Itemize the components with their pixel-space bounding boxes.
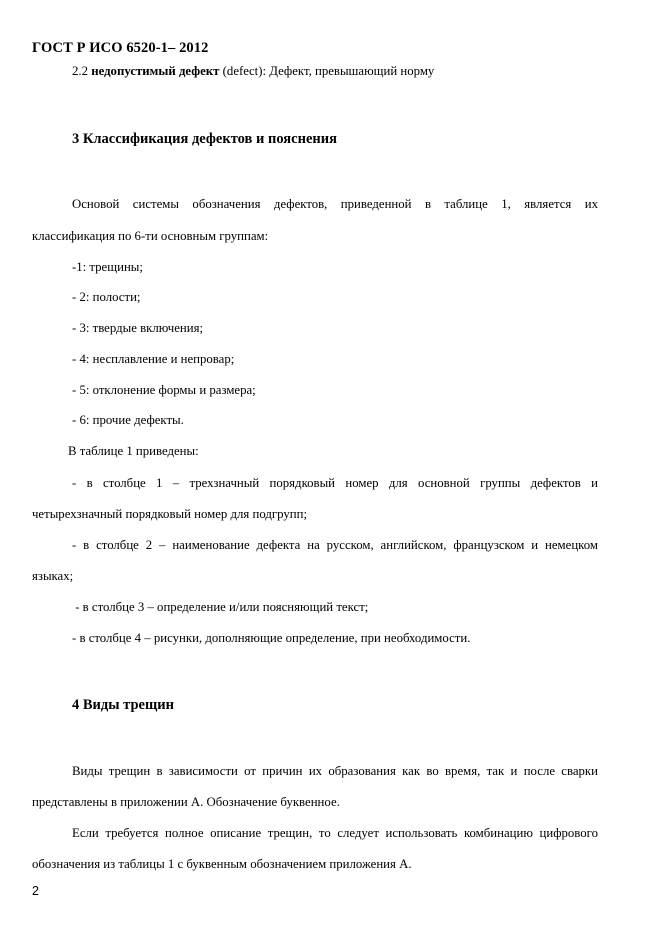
table-intro: В таблице 1 приведены: [68, 444, 199, 458]
section-3-intro-line2: классификация по 6-ти основным группам: [32, 229, 269, 243]
definition-2-2 [72, 64, 434, 79]
group-item-3: - 3: твердые включения; [72, 321, 204, 335]
column-4: - в столбце 4 – рисунки, дополняющие определение, при необходимости. [72, 631, 471, 645]
definition-term: недопустимый дефект [91, 64, 220, 78]
group-item-4: - 4: несплавление и непровар; [72, 352, 235, 366]
section-4-para2-line2: обозначения из таблицы 1 с буквенным обозначением приложения А. [32, 857, 412, 871]
column-3: - в столбце 3 – определение и/или поясняющий текст; [72, 600, 369, 614]
page-number: 2 [32, 884, 39, 898]
document-header: ГОСТ Р ИСО 6520-1– 2012 [32, 40, 209, 56]
column-2-line2: языках; [32, 569, 74, 583]
column-1-line1: - в столбце 1 – трехзначный порядковый номер для основной группы дефектов и [72, 476, 598, 490]
section-3-intro-line1: Основой системы обозначения дефектов, приведенной в таблице 1, является их [72, 197, 598, 211]
definition-text: (defect): Дефект, превышающий норму [222, 64, 435, 78]
section-3-heading: 3 Классификация дефектов и пояснения [72, 131, 337, 147]
definition-number: 2.2 [72, 64, 88, 78]
column-2-line1: - в столбце 2 – наименование дефекта на русском, английском, французском и немецком [72, 538, 598, 552]
group-item-1: -1: трещины; [72, 260, 143, 274]
section-4-heading: 4 Виды трещин [72, 697, 174, 713]
section-4-para1-line1: Виды трещин в зависимости от причин их образования как во время, так и после сварки [72, 764, 598, 778]
group-item-2: - 2: полости; [72, 290, 141, 304]
group-item-6: - 6: прочие дефекты. [72, 413, 184, 427]
column-1-line2: четырехзначный порядковый номер для подгрупп; [32, 507, 308, 521]
group-item-5: - 5: отклонение формы и размера; [72, 383, 256, 397]
section-4-para2-line1: Если требуется полное описание трещин, то следует использовать комбинацию цифрового [72, 826, 598, 840]
section-4-para1-line2: представлены в приложении А. Обозначение буквенное. [32, 795, 340, 809]
